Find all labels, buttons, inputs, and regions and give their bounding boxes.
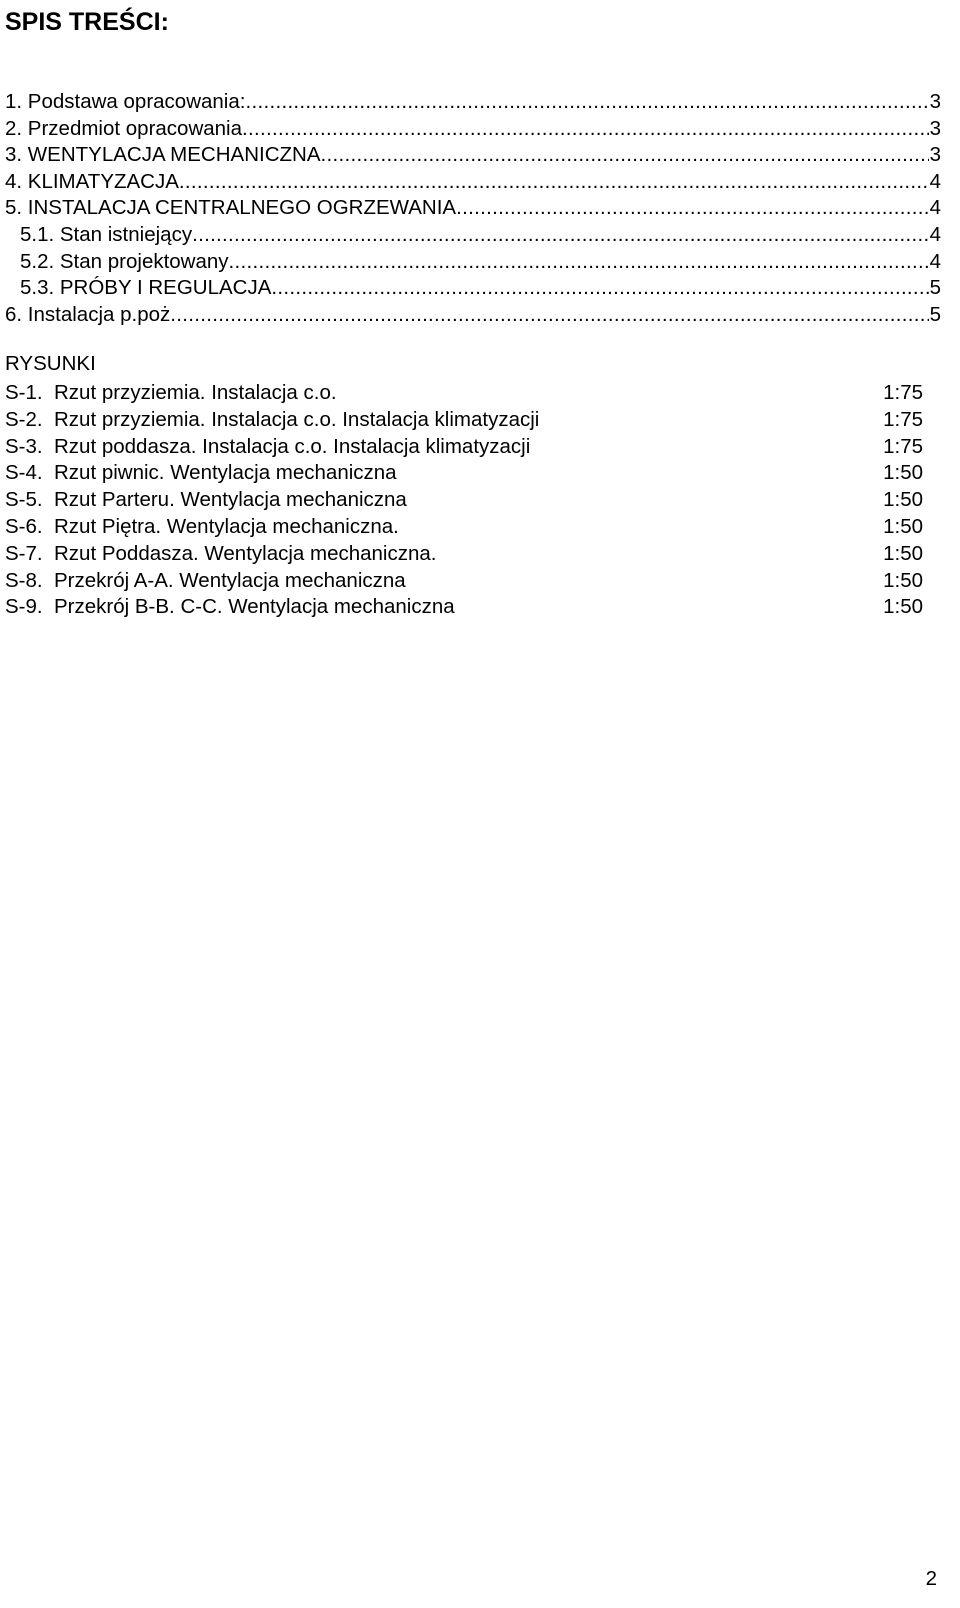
drawing-code: S-5. bbox=[5, 488, 43, 512]
drawing-scale: 1:50 bbox=[883, 488, 923, 512]
page-number: 2 bbox=[925, 1567, 937, 1590]
toc-entry-label: 5.2. Stan projektowany bbox=[20, 249, 229, 273]
toc-subentry[interactable] bbox=[5, 222, 941, 249]
drawing-row bbox=[5, 434, 923, 461]
drawing-scale: 1:50 bbox=[883, 541, 923, 565]
drawing-scale: 1:75 bbox=[883, 407, 923, 431]
toc-entry-label: 5. INSTALACJA CENTRALNEGO OGRZEWANIA bbox=[5, 196, 457, 220]
drawing-code: S-4. bbox=[5, 461, 43, 485]
drawing-title: Rzut poddasza. Instalacja c.o. Instalacja klimatyzacji bbox=[54, 434, 531, 458]
toc-dot-leader bbox=[229, 249, 929, 276]
drawing-scale: 1:50 bbox=[883, 568, 923, 592]
toc-entry-label: 5.1. Stan istniejący bbox=[20, 222, 193, 246]
drawing-code: S-8. bbox=[5, 568, 43, 592]
toc-entry-label: 1. Podstawa opracowania: bbox=[5, 90, 246, 113]
toc-entry-page: 4 bbox=[929, 249, 941, 273]
drawing-title: Przekrój A-A. Wentylacja mechaniczna bbox=[54, 568, 406, 592]
drawing-title: Rzut Piętra. Wentylacja mechaniczna. bbox=[54, 514, 399, 538]
toc-subentry[interactable] bbox=[5, 275, 941, 302]
toc-entry-label: 3. WENTYLACJA MECHANICZNA bbox=[5, 143, 321, 167]
drawing-code: S-6. bbox=[5, 514, 43, 538]
toc-entry-label: 2. Przedmiot opracowania bbox=[5, 116, 243, 140]
toc-entry-page: 4 bbox=[929, 196, 941, 220]
toc-dot-leader bbox=[321, 142, 929, 169]
drawing-code: S-1. bbox=[5, 381, 43, 404]
drawing-row bbox=[5, 568, 923, 595]
drawing-row bbox=[5, 541, 923, 568]
toc-subentry[interactable] bbox=[5, 249, 941, 276]
toc-entry[interactable] bbox=[5, 142, 941, 169]
toc-entry-page: 4 bbox=[929, 222, 941, 246]
drawing-code: S-3. bbox=[5, 434, 43, 458]
drawing-title: Przekrój B-B. C-C. Wentylacja mechaniczna bbox=[54, 595, 455, 619]
toc-entry-page: 5 bbox=[929, 276, 941, 300]
drawing-title: Rzut przyziemia. Instalacja c.o. Instalacja klimatyzacji bbox=[54, 407, 540, 431]
drawings-list bbox=[5, 380, 923, 621]
page-title: SPIS TREŚCI: bbox=[5, 8, 169, 36]
drawing-title: Rzut przyziemia. Instalacja c.o. bbox=[54, 381, 337, 404]
toc-dot-leader bbox=[192, 222, 929, 249]
drawing-scale: 1:50 bbox=[883, 461, 923, 485]
drawing-title: Rzut Parteru. Wentylacja mechaniczna bbox=[54, 488, 407, 512]
toc-dot-leader bbox=[245, 89, 928, 116]
drawing-title: Rzut piwnic. Wentylacja mechaniczna bbox=[54, 461, 397, 485]
drawing-row bbox=[5, 380, 923, 407]
toc-entry-label: 6. Instalacja p.poż bbox=[5, 302, 171, 326]
drawing-scale: 1:75 bbox=[883, 434, 923, 458]
drawing-title: Rzut Poddasza. Wentylacja mechaniczna. bbox=[54, 541, 437, 565]
drawing-code: S-2. bbox=[5, 407, 43, 431]
toc-entry[interactable] bbox=[5, 195, 941, 222]
toc-dot-leader bbox=[271, 275, 928, 302]
drawing-scale: 1:50 bbox=[883, 595, 923, 619]
drawing-row bbox=[5, 514, 923, 541]
toc-entry-page: 3 bbox=[929, 143, 941, 167]
toc-entry-page: 5 bbox=[929, 302, 941, 326]
toc-dot-leader bbox=[242, 116, 929, 143]
toc-entry-label: 4. KLIMATYZACJA bbox=[5, 169, 179, 193]
table-of-contents bbox=[5, 89, 941, 328]
toc-entry[interactable] bbox=[5, 116, 941, 143]
drawing-scale: 1:50 bbox=[883, 514, 923, 538]
drawing-row bbox=[5, 407, 923, 434]
drawing-code: S-9. bbox=[5, 595, 43, 619]
drawing-row bbox=[5, 460, 923, 487]
toc-entry-page: 3 bbox=[929, 90, 941, 113]
drawing-row bbox=[5, 487, 923, 514]
drawing-code: S-7. bbox=[5, 541, 43, 565]
toc-dot-leader bbox=[179, 169, 929, 196]
toc-entry[interactable] bbox=[5, 169, 941, 196]
drawing-row bbox=[5, 594, 923, 621]
drawings-heading: RYSUNKI bbox=[5, 352, 96, 375]
toc-entry[interactable] bbox=[5, 89, 941, 116]
toc-entry-page: 3 bbox=[929, 116, 941, 140]
toc-entry-page: 4 bbox=[929, 169, 941, 193]
toc-dot-leader bbox=[456, 195, 929, 222]
drawing-scale: 1:75 bbox=[883, 381, 923, 404]
toc-entry[interactable] bbox=[5, 302, 941, 329]
toc-dot-leader bbox=[170, 302, 928, 329]
toc-entry-label: 5.3. PRÓBY I REGULACJA bbox=[20, 276, 272, 300]
